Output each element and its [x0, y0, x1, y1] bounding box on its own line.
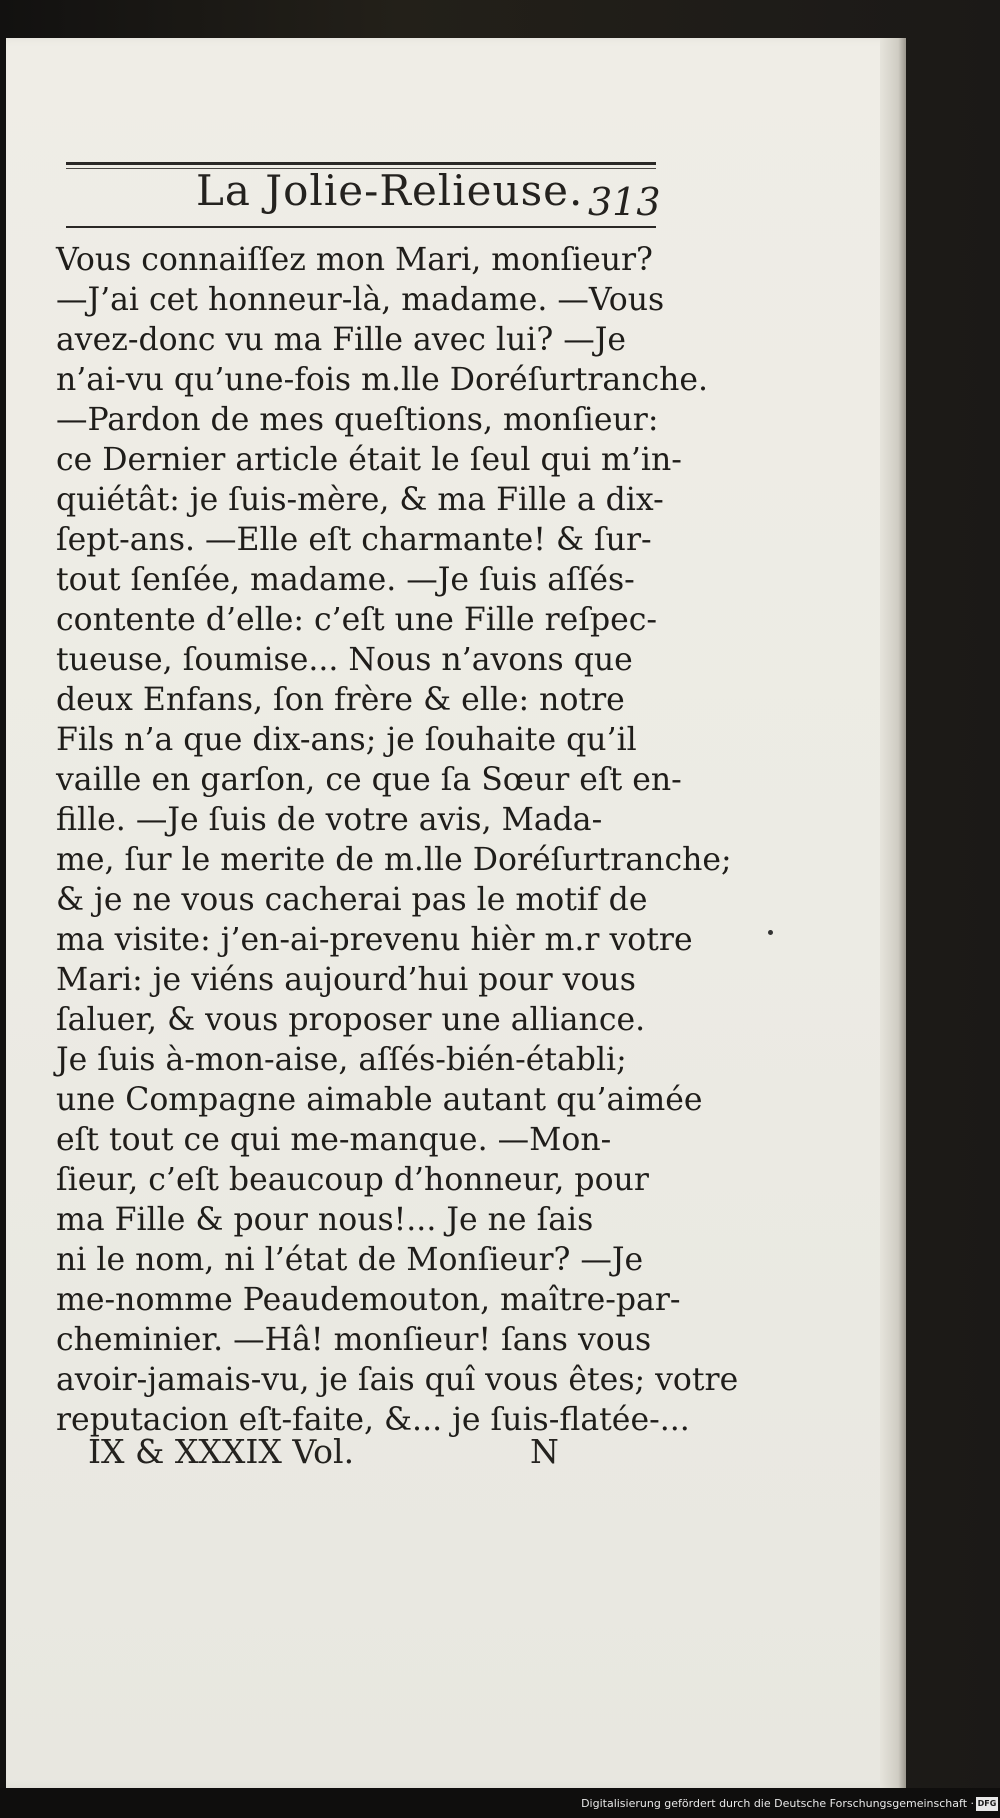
text-line: ma visite: j’en-ai-prevenu hièr m.r votre: [56, 922, 693, 958]
text-line: ſaluer, & vous proposer une alliance.: [56, 1002, 646, 1038]
text-line: & je ne vous cacherai pas le motif de: [56, 882, 648, 918]
page-number: 313: [588, 180, 661, 224]
text-line: Je ſuis à-mon-aise, aſſés-bién-établi;: [56, 1042, 627, 1078]
text-line: —Pardon de mes queſtions, monſieur:: [56, 402, 659, 438]
text-line: quiétât: je ſuis-mère, & ma Fille a dix-: [56, 482, 664, 518]
text-line: me, ſur le merite de m.lle Doréſurtranche;: [56, 842, 732, 878]
signature-mark: IX & XXXIX Vol.: [88, 1432, 355, 1471]
text-line: tueuse, ſoumise... Nous n’avons que: [56, 642, 633, 678]
text-line: avez-donc vu ma Fille avec lui? —Je: [56, 322, 626, 358]
gathering-mark: N: [530, 1432, 559, 1471]
text-line: n’ai-vu qu’une-fois m.lle Doréſurtranche.: [56, 362, 709, 398]
text-line: ni le nom, ni l’état de Monſieur? —Je: [56, 1242, 644, 1278]
text-line: ce Dernier article était le ſeul qui m’in-: [56, 442, 682, 478]
dfg-logo: DFG: [976, 1797, 998, 1811]
text-line: contente d’elle: c’eſt une Fille reſpec-: [56, 602, 658, 638]
text-line: Vous connaiſſez mon Mari, monſieur?: [56, 242, 653, 278]
page-edge: [880, 38, 906, 1788]
body-text: [56, 240, 739, 1440]
text-line: avoir-jamais-vu, je ſais quî vous êtes; votre: [56, 1362, 739, 1398]
text-line: ſept-ans. —Elle eſt charmante! & ſur-: [56, 522, 652, 558]
running-title: La Jolie-Relieuse.: [196, 166, 584, 215]
text-line: eſt tout ce qui me-manque. —Mon-: [56, 1122, 612, 1158]
text-line: ſieur, c’eſt beaucoup d’honneur, pour: [56, 1162, 649, 1198]
text-line: reputacion eſt-faite, &... je ſuis-flatée-...: [56, 1402, 690, 1438]
text-line: deux Enfans, ſon frère & elle: notre: [56, 682, 625, 718]
text-line: Mari: je viéns aujourd’hui pour vous: [56, 962, 636, 998]
digitization-credit: Digitalisierung gefördert durch die Deutsche Forschungsgemeinschaft ·: [581, 1797, 974, 1810]
text-line: cheminier. —Hâ! monſieur! ſans vous: [56, 1322, 652, 1358]
text-line: une Compagne aimable autant qu’aimée: [56, 1082, 703, 1118]
text-line: ma Fille & pour nous!... Je ne ſais: [56, 1202, 594, 1238]
text-line: fille. —Je ſuis de votre avis, Mada-: [56, 802, 603, 838]
header-rule-top: [66, 162, 656, 165]
text-line: tout ſenſée, madame. —Je ſuis aſſés-: [56, 562, 635, 598]
text-line: vaille en garſon, ce que ſa Sœur eſt en-: [56, 762, 682, 798]
header-rule-bottom: [66, 226, 656, 228]
text-line: —J’ai cet honneur-là, madame. —Vous: [56, 282, 665, 318]
ink-speck: [768, 930, 773, 935]
text-line: me-nomme Peaudemouton, maître-par-: [56, 1282, 681, 1318]
text-line: Fils n’a que dix-ans; je ſouhaite qu’il: [56, 722, 637, 758]
